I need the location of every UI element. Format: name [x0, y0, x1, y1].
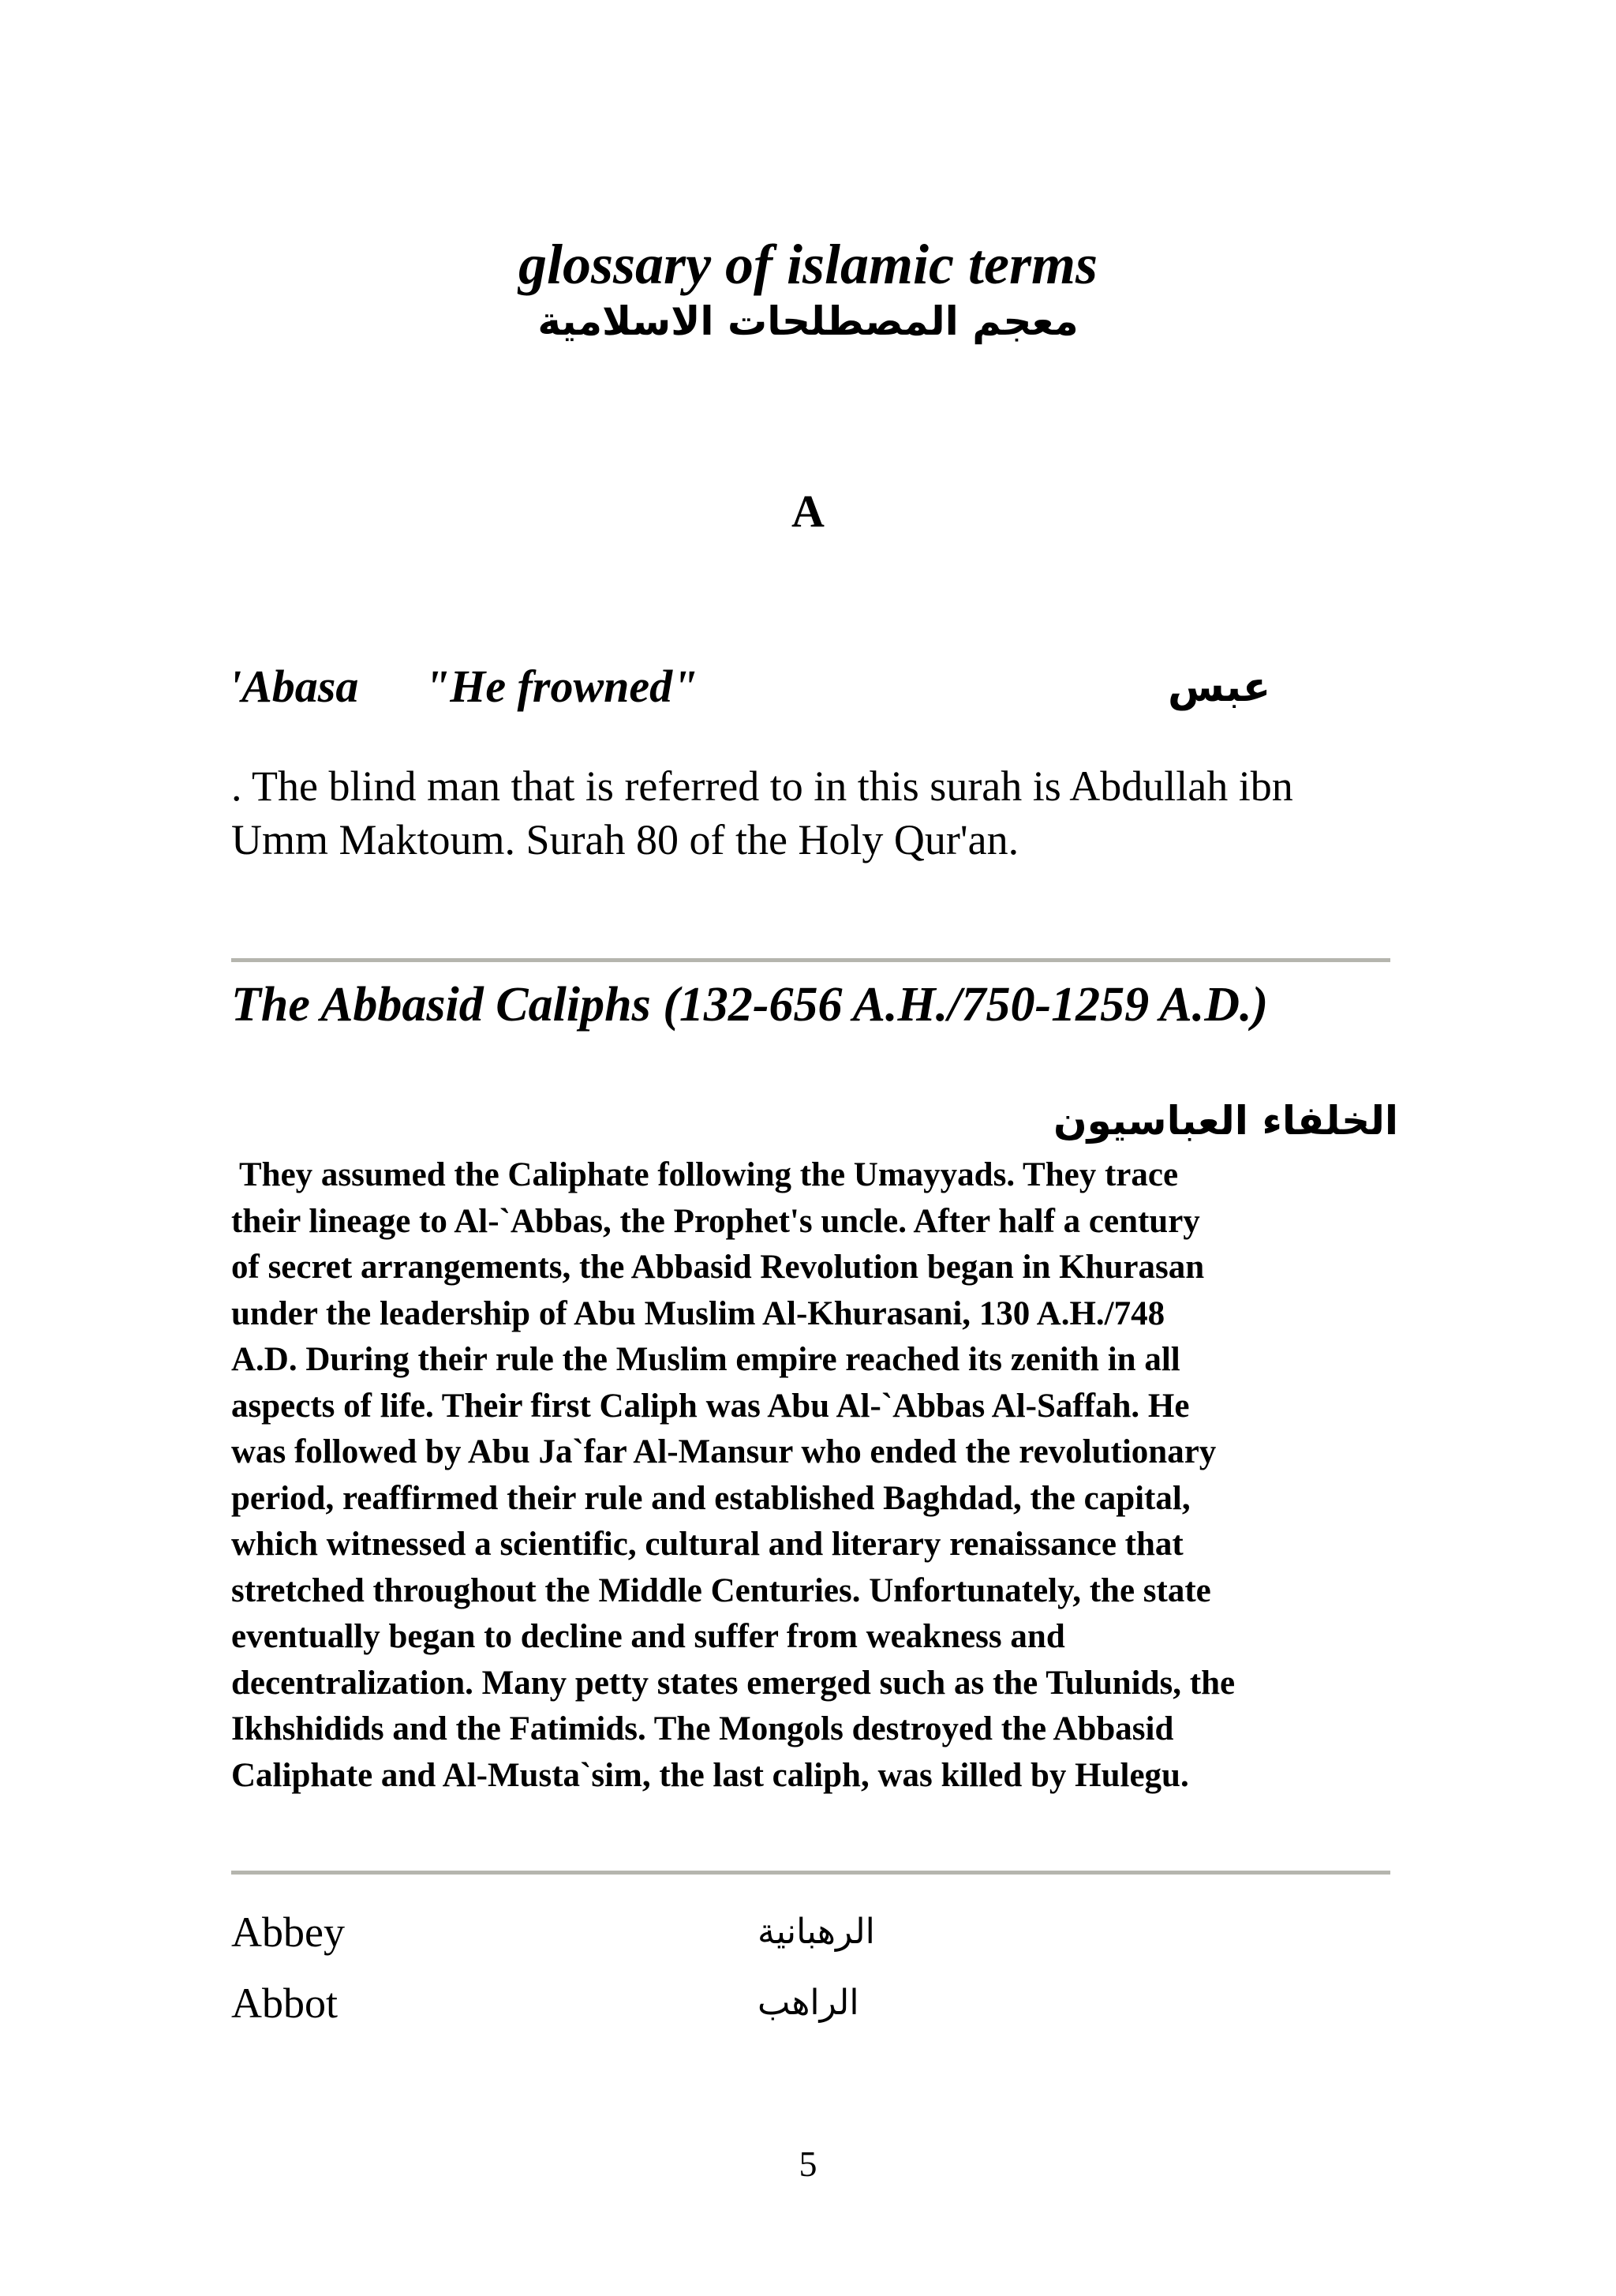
body-line: They assumed the Caliphate following the Umayyads. They trace	[231, 1156, 1179, 1193]
entry-heading-arabic: الخلفاء العباسيون	[1053, 1098, 1399, 1144]
body-line: decentralization. Many petty states emerged such as the Tulunids, the	[231, 1664, 1236, 1702]
entry-term-arabic: عبس	[1168, 664, 1271, 711]
body-line: under the leadership of Abu Muslim Al-Khurasani, 130 A.H./748	[231, 1294, 1165, 1332]
body-line: period, reaffirmed their rule and established Baghdad, the capital,	[231, 1479, 1191, 1517]
body-line: of secret arrangements, the Abbasid Revolution began in Khurasan	[231, 1249, 1205, 1286]
body-line: stretched throughout the Middle Centuries. Unfortunately, the state	[231, 1571, 1211, 1609]
section-divider	[231, 958, 1390, 962]
entry-body	[231, 1152, 1395, 1799]
entry-term: 'Abasa	[229, 661, 359, 712]
body-line: A.D. During their rule the Muslim empire reached its zenith in all	[231, 1341, 1180, 1378]
body-line: their lineage to Al-`Abbas, the Prophet's uncle. After half a century	[231, 1202, 1200, 1240]
glossary-term-arabic: الرهبانية	[758, 1912, 875, 1952]
body-line: which witnessed a scientific, cultural and literary renaissance that	[231, 1526, 1184, 1563]
entry-definition: . The blind man that is referred to in this surah is Abdullah ibn Umm Maktoum. Surah 80 of the Holy Qur'an.	[231, 762, 1293, 863]
body-line: eventually began to decline and suffer from weakness and	[231, 1618, 1065, 1655]
section-letter-heading: A	[791, 485, 825, 537]
glossary-term: Abbot	[231, 1980, 338, 2027]
section-divider	[231, 1871, 1390, 1875]
document-title-arabic: معجم المصطلحات الاسلامية	[537, 298, 1079, 344]
glossary-term-arabic: الراهب	[758, 1983, 859, 2023]
body-line: Ikhshidids and the Fatimids. The Mongols destroyed the Abbasid	[231, 1710, 1174, 1747]
body-line: Caliphate and Al-Musta`sim, the last caliph, was killed by Hulegu.	[231, 1756, 1189, 1794]
glossary-term: Abbey	[231, 1908, 345, 1956]
document-title: glossary of islamic terms	[518, 233, 1098, 296]
entry-heading: The Abbasid Caliphs (132-656 A.H./750-1259 A.D.)	[231, 978, 1269, 1032]
body-line: aspects of life. Their first Caliph was Abu Al-`Abbas Al-Saffah. He	[231, 1387, 1190, 1425]
body-line: was followed by Abu Ja`far Al-Mansur who ended the revolutionary	[231, 1433, 1217, 1470]
page-number: 5	[799, 2144, 817, 2184]
entry-meaning: "He frowned"	[425, 661, 698, 712]
